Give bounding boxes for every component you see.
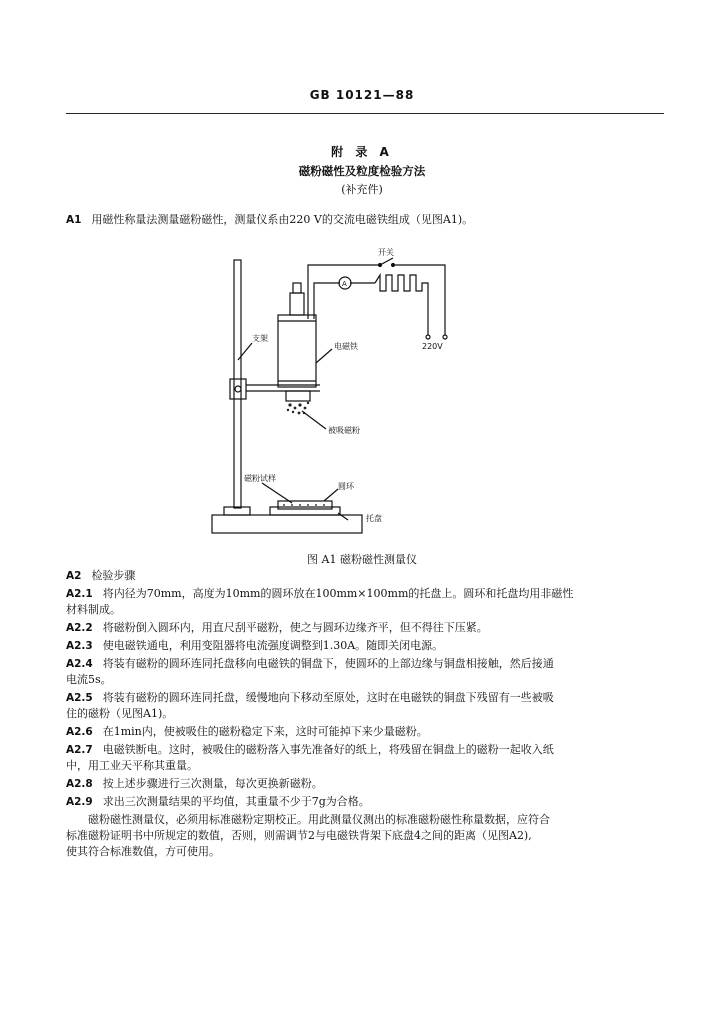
label-stand: 支架 (252, 334, 268, 343)
step-item (66, 638, 666, 656)
step-item (66, 690, 666, 724)
step-number: A2.6 (66, 726, 93, 738)
label-switch: 开关 (378, 248, 394, 257)
electromagnet-coil (278, 315, 316, 387)
terminal (426, 335, 430, 339)
label-adsorbed-powder: 被吸磁粉 (328, 426, 360, 435)
step-text: 在1min内，使被吸住的磁粉稳定下来，这时可能掉下来少量磁粉。 (102, 725, 428, 738)
copper-disc (286, 391, 310, 401)
section-a2-heading (66, 568, 566, 584)
switch (380, 258, 393, 265)
step-number: A2.3 (66, 640, 93, 652)
step-item (66, 586, 666, 620)
step-number: A2.2 (66, 622, 93, 634)
step-number: A2.7 (66, 744, 93, 756)
clamp-screw (235, 386, 241, 392)
step-text: 将装有磁粉的圆环连同托盘，缓慢地向下移动至原处，这时在电磁铁的铜盘下残留有一些被吸 (102, 691, 554, 704)
appendix-note: (补充件) (341, 183, 383, 196)
step-number: A2.4 (66, 658, 93, 670)
header-rule (66, 113, 664, 114)
step-text: 电磁铁断电。这时，被吸住的磁粉落入事先准备好的纸上，将残留在铜盘上的磁粉一起收入纸 (102, 743, 554, 756)
closing-text: 标准磁粉证明书中所规定的数值，否则，则需调节2与电磁铁背架下底盘4之间的距离（见图A2), (66, 829, 532, 842)
step-text: 按上述步骤进行三次测量，每次更换新磁粉。 (102, 777, 323, 790)
label-electromagnet: 电磁铁 (334, 342, 358, 351)
step-number: A2.1 (66, 588, 93, 600)
rheostat (375, 275, 428, 335)
paragraph-text: 用磁性称量法测量磁粉磁性，测量仪系由220 V的交流电磁铁组成（见图A1)。 (91, 213, 474, 226)
step-text: 使电磁铁通电，利用变阻器将电流强度调整到1.30A。随即关闭电源。 (102, 639, 444, 652)
step-item (66, 742, 666, 776)
section-number: A2 (66, 570, 82, 582)
step-item (66, 656, 666, 690)
step-text: 将磁粉倒入圆环内，用直尺刮平磁粉，使之与圆环边缘齐平，但不得往下压紧。 (102, 621, 488, 634)
step-text: 求出三次测量结果的平均值，其重量不少于7g为合格。 (102, 795, 370, 808)
adsorbed-powder (287, 402, 309, 415)
closing-text: 磁粉磁性测量仪，必须用标准磁粉定期校正。用此测量仪测出的标准磁粉磁性称量数据，应符合 (88, 813, 550, 826)
step-text-cont: 电流5s。 (66, 673, 112, 686)
label-ring: 圆环 (338, 482, 354, 491)
paragraph-number: A1 (66, 214, 82, 226)
step-number: A2.8 (66, 778, 93, 790)
appendix-title: 附 录 A (331, 145, 393, 159)
base-plate (212, 515, 362, 533)
electromagnet-core (290, 293, 304, 315)
paragraph-a1 (66, 212, 626, 228)
label-tray: 托盘 (366, 514, 382, 523)
label-ammeter: A (342, 280, 347, 288)
wire (308, 265, 380, 319)
stand-clamp (230, 379, 246, 399)
label-voltage: 220V (422, 342, 443, 351)
step-item (66, 620, 666, 638)
section-title: 检验步骤 (91, 569, 136, 582)
step-item (66, 776, 666, 794)
powder-sample (283, 504, 325, 506)
step-text: 将内径为70mm，高度为10mm的圆环放在100mm×100mm的托盘上。圆环和托盘均用非磁性 (102, 587, 574, 600)
tray (270, 507, 340, 515)
appendix-subtitle: 磁粉磁性及粒度检验方法 (298, 164, 426, 178)
step-text-cont: 材料制成。 (66, 603, 121, 616)
step-item (66, 794, 666, 812)
step-number: A2.9 (66, 796, 93, 808)
steps-list (66, 586, 666, 862)
step-text-cont: 住的磁粉（见图A1)。 (66, 707, 174, 720)
step-item (66, 724, 666, 742)
figure-a1 (200, 245, 460, 540)
closing-paragraph (66, 812, 666, 862)
figure-caption: 图 A1 磁粉磁性测量仪 (307, 553, 417, 566)
closing-text: 使其符合标准数值，方可使用。 (66, 845, 220, 858)
step-text: 将装有磁粉的圆环连同托盘移向电磁铁的铜盘下，使圆环的上部边缘与铜盘相接触，然后接通 (102, 657, 554, 670)
step-number: A2.5 (66, 692, 93, 704)
step-text-cont: 中，用工业天平称其重量。 (66, 759, 198, 772)
label-sample: 磁粉试样 (244, 474, 276, 483)
stand-pole (234, 260, 241, 508)
standard-code: GB 10121—88 (309, 88, 415, 102)
